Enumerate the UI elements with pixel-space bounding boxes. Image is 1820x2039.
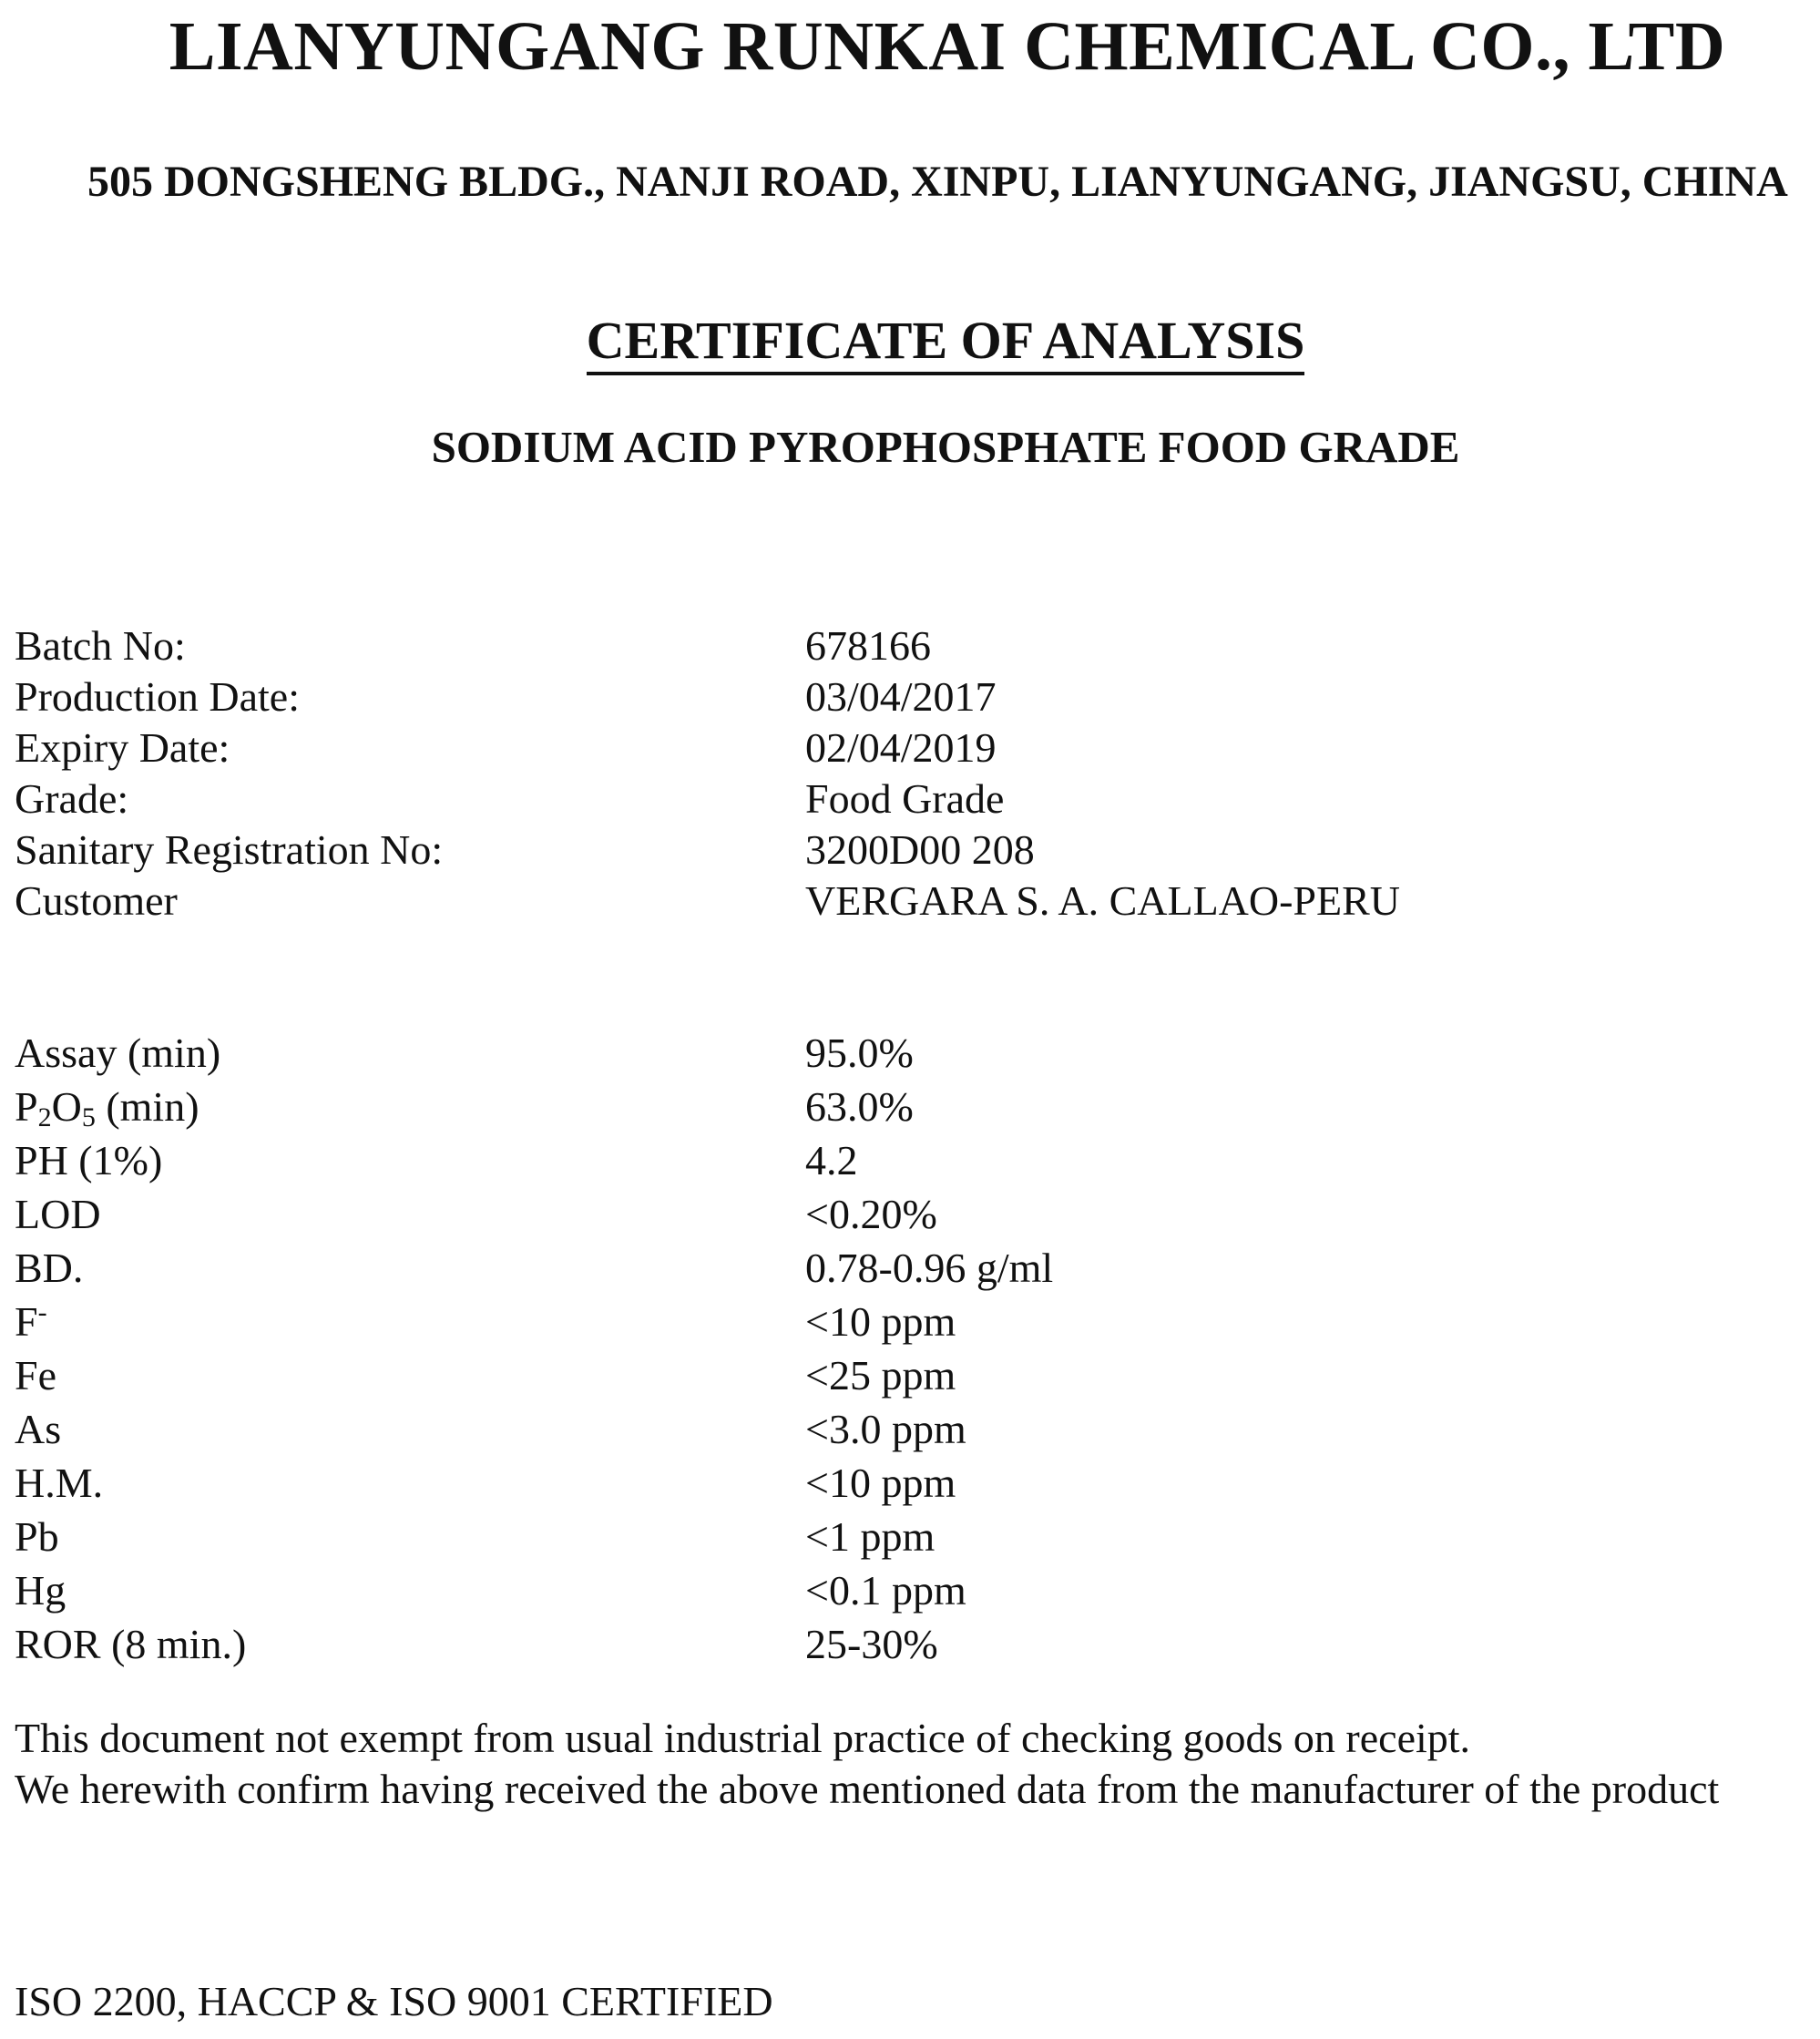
spec-label: Fe (15, 1352, 56, 1399)
info-value: 678166 (805, 622, 931, 669)
company-address: 505 DONGSHENG BLDG., NANJI ROAD, XINPU, LIANYUNGANG, JIANGSU, CHINA (87, 158, 1788, 206)
document-title (0, 310, 1820, 371)
spec-value: <1 ppm (805, 1513, 936, 1560)
company-name: LIANYUNGANG RUNKAI CHEMICAL CO., LTD (169, 8, 1726, 85)
certification-statement: ISO 2200, HACCP & ISO 9001 CERTIFIED (15, 1978, 773, 2024)
info-label: Batch No: (15, 622, 186, 669)
spec-label-sub-5: 5 (81, 1102, 96, 1132)
spec-label-f: F (15, 1298, 38, 1345)
disclaimer-line-1: This document not exempt from usual industrial practice of checking goods on receipt. (15, 1715, 1471, 1761)
info-label: Production Date: (15, 673, 300, 720)
disclaimer-note (15, 1713, 1764, 1815)
spec-label-superscript: - (37, 1297, 47, 1327)
spec-label-o: O (51, 1083, 82, 1130)
spec-value: <25 ppm (805, 1352, 956, 1399)
spec-value: <10 ppm (805, 1298, 956, 1345)
spec-value: 4.2 (805, 1137, 858, 1183)
info-value: 3200D00 208 (805, 826, 1035, 873)
product-name: SODIUM ACID PYROPHOSPHATE FOOD GRADE (431, 422, 1460, 472)
info-label: Sanitary Registration No: (15, 826, 444, 873)
spec-value: <3.0 ppm (805, 1406, 966, 1452)
spec-value: 0.78-0.96 g/ml (805, 1245, 1054, 1291)
info-label: Expiry Date: (15, 724, 230, 771)
spec-label: ROR (8 min.) (15, 1621, 247, 1667)
info-value: Food Grade (805, 775, 1005, 822)
spec-label: H.M. (15, 1460, 104, 1506)
spec-label: PH (1%) (15, 1137, 163, 1183)
spec-label: Hg (15, 1567, 66, 1614)
info-value: 03/04/2017 (805, 673, 997, 720)
spec-label: Pb (15, 1513, 59, 1560)
spec-label (15, 1296, 47, 1353)
info-value: 02/04/2019 (805, 724, 997, 771)
spec-label: LOD (15, 1191, 101, 1237)
spec-label: As (15, 1406, 62, 1452)
info-label: Grade: (15, 775, 129, 822)
spec-value: 63.0% (805, 1083, 914, 1130)
spec-label-p: P (15, 1083, 38, 1130)
info-label: Customer (15, 877, 178, 924)
document-title-text: CERTIFICATE OF ANALYSIS (587, 311, 1305, 375)
spec-value: <0.20% (805, 1191, 937, 1237)
spec-label-sub-2: 2 (37, 1102, 52, 1132)
spec-label: BD. (15, 1245, 84, 1291)
spec-value: 95.0% (805, 1030, 914, 1076)
spec-label (15, 1081, 199, 1138)
spec-label: Assay (min) (15, 1030, 221, 1076)
disclaimer-line-2: We herewith confirm having received the above mentioned data from the manufacturer of the product (15, 1766, 1720, 1812)
spec-label-rest: (min) (95, 1083, 199, 1130)
spec-value: 25-30% (805, 1621, 938, 1667)
spec-value: <0.1 ppm (805, 1567, 966, 1614)
spec-value: <10 ppm (805, 1460, 956, 1506)
info-value: VERGARA S. A. CALLAO-PERU (805, 877, 1401, 924)
